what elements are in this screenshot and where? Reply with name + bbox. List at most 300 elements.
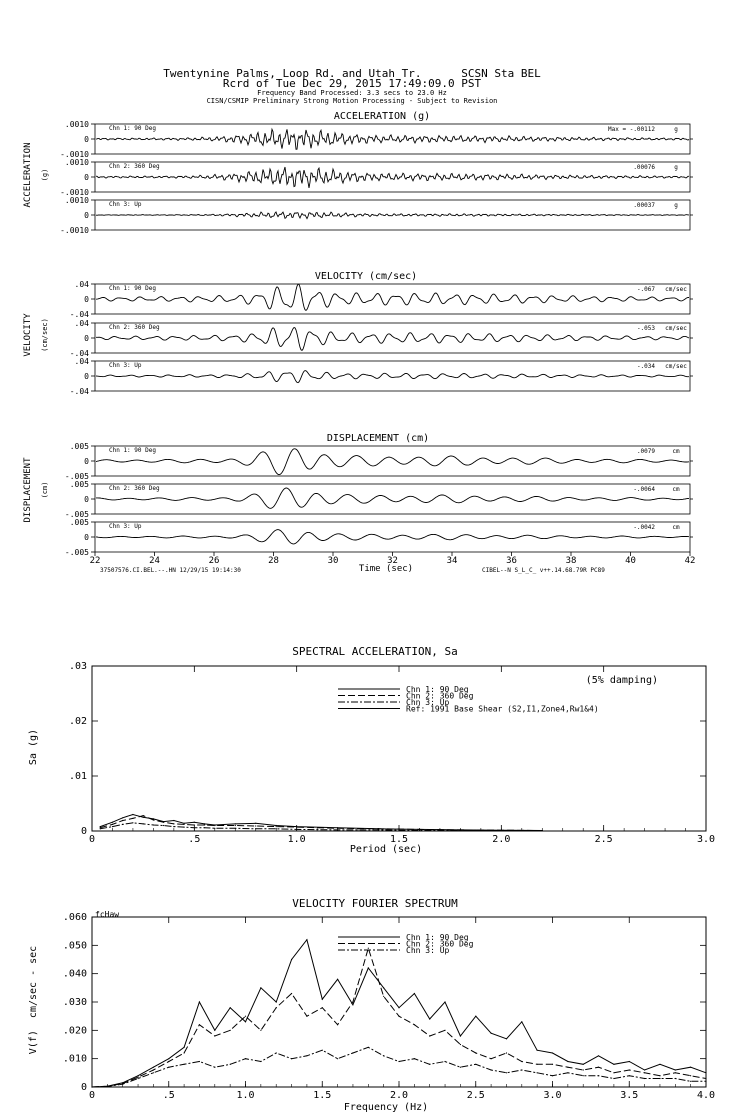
velocity-channel-name: Chn 2: 360 Deg (109, 324, 160, 331)
displacement-y-tick-label: -.005 (64, 472, 89, 481)
vf-data-point (368, 948, 369, 949)
vf-data-point (184, 1047, 185, 1048)
sa-legend-label: Chn 3: Up (406, 698, 450, 707)
acceleration-channel-max: .00076 (633, 164, 655, 171)
sa-data-point (173, 823, 174, 824)
vf-legend-label: Chn 2: 360 Deg (406, 939, 474, 949)
vf-data-point (429, 1035, 430, 1036)
sa-data-point (143, 815, 144, 816)
vf-data-point (245, 1021, 246, 1022)
vf-data-point (537, 1072, 538, 1073)
vf-data-point (276, 1052, 277, 1053)
vf-x-tick-label: 2.5 (466, 1090, 485, 1101)
velocity-channel-unit: cm/sec (665, 286, 687, 293)
vf-x-label: Frequency (Hz) (343, 1102, 429, 1113)
vf-data-point (644, 1072, 645, 1073)
vf-x-tick-label: .5 (162, 1090, 175, 1101)
sa-data-point (132, 818, 133, 819)
vf-data-point (521, 1061, 522, 1062)
sa-legend-label: Chn 2: 360 Deg (406, 691, 474, 701)
time-axis-tick-label: 34 (446, 556, 458, 566)
vf-x-tick-label: 2.0 (389, 1090, 409, 1101)
vf-data-point (675, 1069, 676, 1070)
sa-data-point (100, 828, 101, 829)
vf-y-tick-label: .010 (62, 1053, 87, 1065)
vf-data-point (552, 1064, 553, 1065)
displacement-y-tick-label: -.005 (64, 548, 89, 557)
vf-data-point (383, 987, 384, 988)
vf-x-tick-label: 1.5 (313, 1090, 332, 1101)
acceleration-side-label: ACCELERATION (23, 142, 33, 208)
vf-y-tick-label: .020 (62, 1025, 87, 1037)
displacement-waveform (96, 488, 689, 508)
vf-data-point (444, 1030, 445, 1031)
acceleration-channel-name: Chn 2: 360 Deg (109, 163, 160, 170)
displacement-channel-name: Chn 2: 360 Deg (109, 485, 160, 492)
vf-data-point (567, 1072, 568, 1073)
vf-x-tick-label: 4.0 (696, 1090, 716, 1101)
displacement-channel-frame (95, 522, 690, 552)
sa-x-tick-label: 2.0 (492, 834, 511, 845)
vf-data-point (598, 1067, 599, 1068)
vf-data-point (260, 987, 261, 988)
sa-data-point (235, 823, 236, 824)
header-station: Twentynine Palms, Loop Rd. and Utah Tr. SCSN Sta BEL (163, 67, 541, 80)
acceleration-section (23, 111, 693, 235)
sa-data-point (204, 824, 205, 825)
vf-corner-label: fcHaw (95, 910, 120, 919)
displacement-title: DISPLACEMENT (cm) (326, 433, 430, 444)
vf-data-point (122, 1084, 123, 1085)
sa-x-tick-label: 1.5 (389, 834, 409, 845)
displacement-y-tick-label: -.005 (64, 510, 89, 519)
acceleration-waveform (96, 167, 689, 188)
vf-data-point (352, 1052, 353, 1053)
vf-data-point (705, 1081, 706, 1082)
sa-data-point (122, 824, 123, 825)
velocity-channel-frame (95, 323, 690, 353)
vf-data-point (168, 1058, 169, 1059)
acceleration-y-tick-label: .0010 (64, 158, 89, 167)
sa-x-tick-label: 2.5 (594, 834, 613, 845)
vf-data-point (460, 1035, 461, 1036)
header-band: Frequency Band Processed: 3.3 secs to 23.0 Hz (257, 89, 447, 97)
sa-data-point (194, 822, 195, 823)
sa-data-point (112, 824, 113, 825)
displacement-y-tick-label: .005 (69, 480, 89, 489)
vf-data-point (414, 993, 415, 994)
sa-data-point (163, 822, 164, 823)
time-axis-tick-label: 36 (506, 556, 517, 566)
sa-data-point (276, 826, 277, 827)
vf-data-point (659, 1078, 660, 1079)
sa-data-point (214, 828, 215, 829)
vf-data-point (460, 1044, 461, 1045)
velocity-fourier-chart (28, 897, 715, 1113)
vf-data-point (276, 1007, 277, 1008)
time-axis-label: Time (sec) (358, 564, 414, 574)
sa-data-point (419, 829, 420, 830)
sa-data-point (255, 823, 256, 824)
acceleration-channel-name: Chn 1: 90 Deg (109, 125, 156, 132)
vf-data-point (214, 1067, 215, 1068)
sa-legend-label: Chn 1: 90 Deg (406, 685, 469, 694)
sa-x-tick-label: 0 (88, 834, 96, 845)
vf-data-point (475, 1064, 476, 1065)
vf-data-point (291, 993, 292, 994)
vf-data-point (675, 1072, 676, 1073)
vf-data-point (199, 1061, 200, 1062)
vf-data-point (444, 1001, 445, 1002)
time-axis-tick-label: 26 (208, 556, 220, 566)
sa-data-point (276, 828, 277, 829)
sa-data-point (235, 828, 236, 829)
sa-data-point (184, 827, 185, 828)
sa-data-point (112, 826, 113, 827)
vf-data-point (613, 1072, 614, 1073)
sa-annotation: (5% damping) (585, 675, 658, 686)
acceleration-title: ACCELERATION (g) (333, 111, 431, 122)
displacement-y-tick-label: .005 (69, 518, 89, 527)
velocity-channel-unit: cm/sec (665, 325, 687, 332)
velocity-y-tick-label: 0 (84, 295, 89, 304)
velocity-y-tick-label: .04 (74, 357, 89, 366)
vf-data-point (583, 1075, 584, 1076)
vf-data-point (153, 1072, 154, 1073)
velocity-y-tick-label: -.04 (69, 310, 89, 319)
displacement-channel-unit: cm (672, 448, 680, 455)
sa-data-point (378, 828, 379, 829)
vf-legend-label: Chn 1: 90 Deg (406, 933, 469, 942)
sa-data-point (276, 825, 277, 826)
vf-data-point (306, 1016, 307, 1017)
vf-data-point (537, 1064, 538, 1065)
sa-x-label: Period (sec) (349, 844, 423, 855)
sa-data-point (204, 823, 205, 824)
velocity-waveform (96, 284, 689, 310)
displacement-y-tick-label: .005 (69, 442, 89, 451)
vf-data-point (291, 1058, 292, 1059)
vf-data-point (690, 1067, 691, 1068)
vf-data-point (199, 1001, 200, 1002)
vf-data-point (398, 1007, 399, 1008)
acceleration-channel-name: Chn 3: Up (109, 201, 142, 208)
vf-data-point (91, 1086, 92, 1087)
time-axis-tick-label: 22 (89, 556, 101, 566)
vf-data-point (521, 1021, 522, 1022)
displacement-channel-max: -.0064 (633, 486, 655, 493)
velocity-side-label: VELOCITY (23, 313, 33, 357)
displacement-waveform (96, 530, 689, 544)
acceleration-waveform (96, 129, 689, 149)
displacement-side-label: DISPLACEMENT (23, 457, 33, 523)
vf-data-point (398, 1016, 399, 1017)
acceleration-waveform (96, 212, 689, 219)
acceleration-y-tick-label: 0 (84, 173, 89, 182)
acceleration-y-tick-label: -.0010 (60, 226, 89, 235)
sa-data-point (255, 825, 256, 826)
sa-data-point (122, 820, 123, 821)
displacement-channel-max: -.0042 (633, 524, 655, 531)
velocity-section (23, 271, 693, 396)
acceleration-channel-unit: g (674, 164, 678, 171)
sa-data-point (173, 820, 174, 821)
vf-x-tick-label: 1.0 (236, 1090, 255, 1101)
sa-data-point (542, 830, 543, 831)
time-axis-tick-label: 30 (327, 556, 339, 566)
sa-data-point (378, 829, 379, 830)
vf-series-line (92, 940, 706, 1087)
sa-data-point (460, 830, 461, 831)
velocity-channel-max: -.053 (636, 325, 655, 332)
displacement-y-tick-label: 0 (84, 495, 89, 504)
sa-data-point (296, 827, 297, 828)
vf-data-point (368, 967, 369, 968)
velocity-waveform (96, 371, 689, 383)
vf-data-point (690, 1081, 691, 1082)
vf-data-point (168, 1067, 169, 1068)
acceleration-channel-max: .00037 (633, 202, 655, 209)
vf-series-line (92, 948, 706, 1087)
sa-data-point (132, 814, 133, 815)
acceleration-unit-label: (g) (41, 168, 49, 182)
displacement-waveform (96, 449, 689, 475)
sa-y-tick-label: .02 (68, 716, 87, 727)
vf-x-tick-label: 3.0 (543, 1090, 562, 1101)
displacement-unit-label: (cm) (41, 481, 49, 499)
vf-data-point (506, 1038, 507, 1039)
vf-data-point (306, 1055, 307, 1056)
sa-x-tick-label: 1.0 (287, 834, 306, 845)
vf-data-point (552, 1052, 553, 1053)
time-axis-tick-label: 32 (387, 556, 398, 566)
displacement-channel-unit: cm (672, 524, 680, 531)
vf-data-point (598, 1075, 599, 1076)
sa-data-point (204, 827, 205, 828)
sa-data-point (112, 822, 113, 823)
sa-series-line (100, 816, 542, 831)
sa-data-point (143, 817, 144, 818)
vf-data-point (444, 1061, 445, 1062)
vf-data-point (429, 1064, 430, 1065)
acceleration-y-tick-label: -.0010 (60, 150, 89, 159)
vf-data-point (659, 1064, 660, 1065)
sa-data-point (153, 824, 154, 825)
displacement-y-tick-label: 0 (84, 533, 89, 542)
sa-data-point (132, 822, 133, 823)
time-axis-tick-label: 24 (149, 556, 160, 566)
vf-data-point (138, 1078, 139, 1079)
vf-x-tick-label: 0 (88, 1090, 96, 1101)
vf-data-point (414, 1024, 415, 1025)
sa-data-point (214, 825, 215, 826)
vf-data-point (383, 1055, 384, 1056)
velocity-channel-max: -.067 (636, 286, 655, 293)
sa-data-point (100, 826, 101, 827)
velocity-y-tick-label: 0 (84, 372, 89, 381)
vf-data-point (368, 1047, 369, 1048)
displacement-channel-name: Chn 3: Up (109, 523, 142, 530)
vf-data-point (153, 1067, 154, 1068)
vf-data-point (138, 1075, 139, 1076)
sa-data-point (235, 825, 236, 826)
sa-data-point (194, 827, 195, 828)
vf-y-label: V(f) cm/sec - sec (28, 945, 39, 1055)
vf-data-point (567, 1067, 568, 1068)
vf-data-point (705, 1072, 706, 1073)
vf-y-tick-label: .050 (62, 940, 87, 952)
velocity-y-tick-label: -.04 (69, 349, 89, 358)
vf-data-point (629, 1075, 630, 1076)
vf-legend-label: Chn 3: Up (406, 946, 450, 955)
vf-data-point (184, 1064, 185, 1065)
sa-plot-frame (92, 666, 706, 831)
vf-data-point (690, 1075, 691, 1076)
vf-data-point (521, 1069, 522, 1070)
velocity-channel-name: Chn 1: 90 Deg (109, 285, 156, 292)
vf-data-point (598, 1055, 599, 1056)
sa-x-tick-label: .5 (188, 834, 201, 845)
vf-data-point (107, 1086, 108, 1087)
sa-legend-label: Ref: 1991 Base Shear (S2,I1,Zone4,Rw1&4) (406, 704, 599, 714)
vf-data-point (337, 1058, 338, 1059)
vf-data-point (491, 1069, 492, 1070)
displacement-channel-unit: cm (672, 486, 680, 493)
vf-y-tick-label: .030 (62, 997, 87, 1008)
vf-data-point (583, 1064, 584, 1065)
sa-data-point (337, 828, 338, 829)
displacement-channel-name: Chn 1: 90 Deg (109, 447, 156, 454)
vf-data-point (291, 959, 292, 960)
vf-data-point (629, 1061, 630, 1062)
time-footer-right: CIBEL--N S_L_C_ v++.14.68.79R PC89 (482, 567, 605, 574)
vf-data-point (322, 999, 323, 1000)
vf-data-point (199, 1024, 200, 1025)
time-footer-left: 37507576.CI.BEL.--.HN 12/29/15 19:14:30 (100, 567, 241, 574)
vf-data-point (383, 996, 384, 997)
header-processing: CISN/CSMIP Preliminary Strong Motion Processing - Subject to Revision (206, 97, 498, 105)
vf-data-point (506, 1072, 507, 1073)
sa-data-point (419, 830, 420, 831)
vf-data-point (567, 1061, 568, 1062)
vf-data-point (138, 1077, 139, 1078)
vf-data-point (491, 1058, 492, 1059)
vf-data-point (475, 1052, 476, 1053)
acceleration-y-tick-label: -.0010 (60, 188, 89, 197)
vf-data-point (705, 1078, 706, 1079)
velocity-title: VELOCITY (cm/sec) (314, 271, 418, 282)
sa-y-label: Sa (g) (28, 728, 39, 766)
vf-y-tick-label: .040 (62, 968, 87, 980)
sa-y-tick-label: .01 (68, 771, 87, 782)
acceleration-y-tick-label: .0010 (64, 196, 89, 205)
vf-data-point (659, 1075, 660, 1076)
vf-data-point (214, 1030, 215, 1031)
sa-x-tick-label: 3.0 (696, 834, 716, 845)
vf-data-point (352, 1001, 353, 1002)
sa-data-point (100, 827, 101, 828)
sa-data-point (296, 829, 297, 830)
acceleration-y-tick-label: .0010 (64, 120, 89, 129)
vf-y-tick-label: 0 (80, 1082, 87, 1093)
sa-data-point (173, 826, 174, 827)
vf-data-point (352, 1004, 353, 1005)
sa-y-tick-label: 0 (80, 826, 87, 837)
acceleration-y-tick-label: 0 (84, 211, 89, 220)
velocity-unit-label: (cm/sec) (41, 318, 49, 352)
vf-data-point (491, 1033, 492, 1034)
vf-data-point (306, 939, 307, 940)
vf-data-point (552, 1075, 553, 1076)
vf-data-point (644, 1069, 645, 1070)
velocity-channel-name: Chn 3: Up (109, 362, 142, 369)
vf-data-point (613, 1078, 614, 1079)
vf-data-point (322, 1050, 323, 1051)
sa-y-tick-label: .03 (68, 661, 87, 672)
sa-data-point (255, 828, 256, 829)
vf-data-point (629, 1069, 630, 1070)
vf-data-point (675, 1078, 676, 1079)
displacement-channel-max: .0079 (636, 448, 655, 455)
vf-title: VELOCITY FOURIER SPECTRUM (292, 897, 458, 910)
acceleration-channel-unit: g (674, 126, 678, 133)
vf-data-point (398, 1061, 399, 1062)
vf-data-point (414, 1058, 415, 1059)
vf-data-point (230, 1007, 231, 1008)
sa-data-point (143, 823, 144, 824)
vf-data-point (337, 1024, 338, 1025)
vf-data-point (153, 1069, 154, 1070)
vf-y-tick-label: .060 (62, 912, 87, 923)
vf-data-point (644, 1078, 645, 1079)
header-record: Rcrd of Tue Dec 29, 2015 17:49:09.0 PST (222, 77, 482, 90)
vf-data-point (583, 1069, 584, 1070)
vf-data-point (260, 1061, 261, 1062)
spectral-acceleration-chart (28, 645, 715, 855)
vf-data-point (429, 1018, 430, 1019)
vf-data-point (613, 1064, 614, 1065)
displacement-y-tick-label: 0 (84, 457, 89, 466)
sa-data-point (194, 824, 195, 825)
time-axis-tick-label: 38 (565, 556, 577, 566)
sa-data-point (184, 824, 185, 825)
vf-data-point (460, 1067, 461, 1068)
sa-title: SPECTRAL ACCELERATION, Sa (292, 645, 458, 658)
time-axis-tick-label: 40 (625, 556, 636, 566)
vf-data-point (245, 1016, 246, 1017)
vf-data-point (230, 1064, 231, 1065)
vf-data-point (230, 1030, 231, 1031)
vf-data-point (475, 1016, 476, 1017)
sa-data-point (184, 823, 185, 824)
acceleration-channel-unit: g (674, 202, 678, 209)
vf-data-point (260, 1030, 261, 1031)
sa-data-point (153, 819, 154, 820)
vf-data-point (276, 1001, 277, 1002)
vf-data-point (337, 979, 338, 980)
sa-data-point (337, 829, 338, 830)
displacement-channel-frame (95, 446, 690, 476)
vf-data-point (537, 1050, 538, 1051)
vf-x-tick-label: 3.5 (620, 1090, 639, 1101)
sa-data-point (501, 830, 502, 831)
velocity-channel-unit: cm/sec (665, 363, 687, 370)
vf-data-point (214, 1035, 215, 1036)
velocity-y-tick-label: .04 (74, 280, 89, 289)
acceleration-channel-max: Max = -.00112 (608, 126, 655, 133)
velocity-channel-max: -.034 (636, 363, 655, 370)
vf-data-point (168, 1061, 169, 1062)
